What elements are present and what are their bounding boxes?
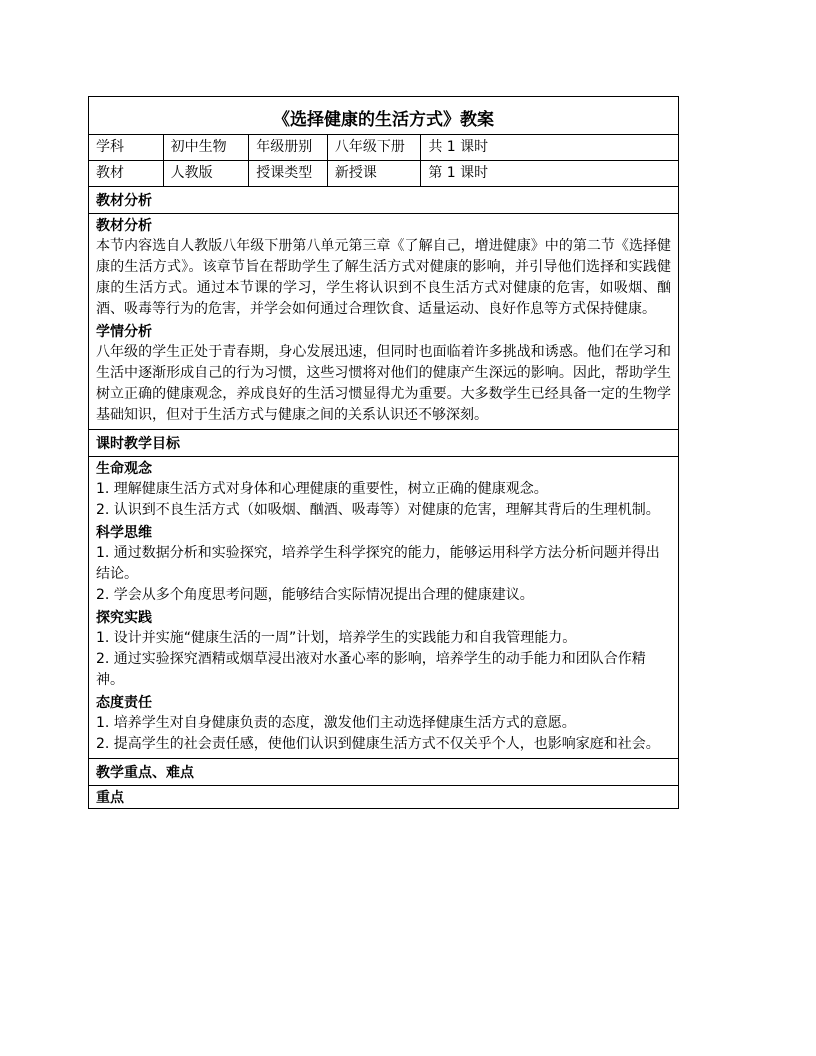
lesson-type-label: 授课类型 (249, 161, 328, 186)
info-row-2 (89, 161, 678, 187)
scientific-thinking-item: 1. 通过数据分析和实验探究，培养学生科学探究的能力，能够运用科学方法分析问题并得出结论。 (96, 545, 660, 582)
textbook-label: 教材 (89, 161, 164, 186)
attitude-responsibility-title: 态度责任 (96, 695, 152, 711)
scientific-thinking-item: 2. 学会从多个角度思考问题，能够结合实际情况提出合理的健康建议。 (96, 587, 534, 603)
student-analysis-text: 八年级的学生正处于青春期，身心发展迅速，但同时也面临着许多挑战和诱惑。他们在学习和生活中逐渐形成自己的行为习惯，这些习惯将对他们的健康产生深远的影响。因此，帮助学生树立正确的健康观念，养成良好的生活习惯显得尤为重要。大多数学生已经具备一定的生物学基础知识，但对于生活方式与健康之间的关系认识还不够深刻。 (96, 344, 671, 423)
life-concept-item: 1. 理解健康生活方式对身体和心理健康的重要性，树立正确的健康观念。 (96, 481, 548, 497)
total-periods: 共 1 课时 (428, 139, 489, 155)
textbook-value: 人教版 (164, 161, 250, 186)
scientific-thinking-title: 科学思维 (96, 525, 152, 541)
objectives-content (89, 457, 678, 759)
period-number: 第 1 课时 (428, 165, 489, 181)
attitude-responsibility-item: 1. 培养学生对自身健康负责的态度，激发他们主动选择健康生活方式的意愿。 (96, 715, 576, 731)
inquiry-practice-item: 1. 设计并实施“健康生活的一周”计划，培养学生的实践能力和自我管理能力。 (96, 630, 577, 646)
textbook-analysis-text: 本节内容选自人教版八年级下册第八单元第三章《了解自己，增进健康》中的第二节《选择健康的生活方式》。该章节旨在帮助学生了解生活方式对健康的影响，并引导他们选择和实践健康的生活方式。通过本节课的学习，学生将认识到不良生活方式对健康的危害，如吸烟、酗酒、吸毒等行为的危害，并学会如何通过合理饮食、适量运动、良好作息等方式保持健康。 (96, 238, 671, 317)
section-heading-objectives: 课时教学目标 (89, 430, 678, 457)
inquiry-practice-item: 2. 通过实验探究酒精或烟草浸出液对水蚤心率的影响，培养学生的动手能力和团队合作精神。 (96, 651, 646, 688)
attitude-responsibility-item: 2. 提高学生的社会责任感，使他们认识到健康生活方式不仅关乎个人，也影响家庭和社会。 (96, 736, 660, 752)
analysis-content (89, 214, 678, 430)
section-heading-analysis: 教材分析 (89, 187, 678, 214)
inquiry-practice-title: 探究实践 (96, 610, 152, 626)
textbook-analysis-title: 教材分析 (96, 218, 152, 234)
subject-value: 初中生物 (164, 135, 250, 160)
info-row-1 (89, 135, 678, 161)
section-heading-key-points: 教学重点、难点 (89, 759, 678, 786)
subject-label: 学科 (89, 135, 164, 160)
key-points-subtitle: 重点 (96, 790, 124, 806)
document-title: 《选择健康的生活方式》教案 (89, 97, 678, 135)
grade-value: 八年级下册 (328, 135, 422, 160)
lesson-type-value: 新授课 (328, 161, 422, 186)
grade-label: 年级册别 (249, 135, 328, 160)
student-analysis-title: 学情分析 (96, 324, 152, 340)
life-concept-title: 生命观念 (96, 461, 152, 477)
life-concept-item: 2. 认识到不良生活方式（如吸烟、酗酒、吸毒等）对健康的危害，理解其背后的生理机制。 (96, 502, 660, 518)
lesson-plan-table (88, 96, 679, 809)
